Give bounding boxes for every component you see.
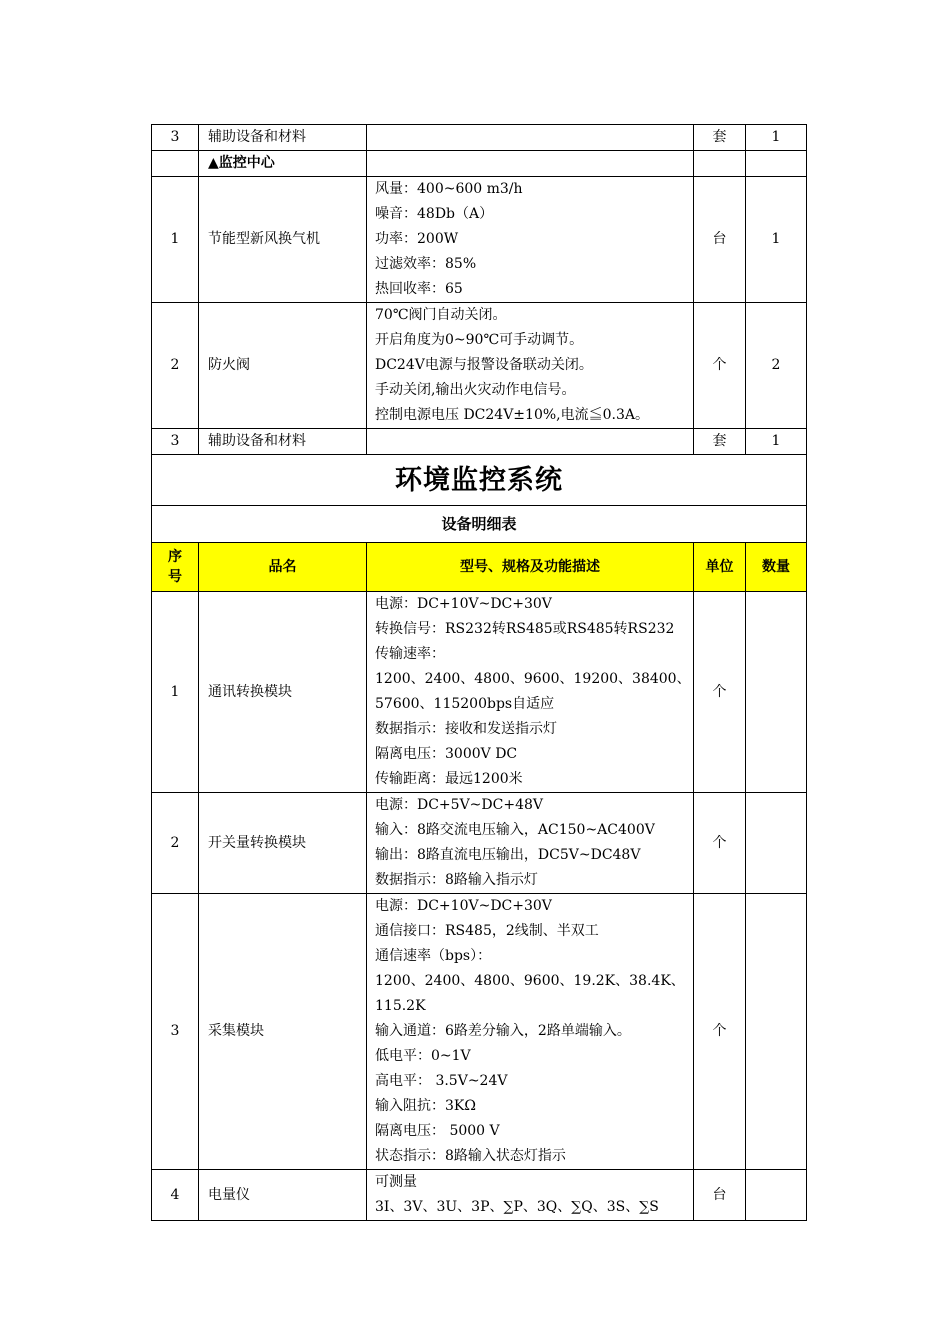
table-title-row xyxy=(152,506,807,543)
item-quantity xyxy=(746,894,807,1170)
description-line: DC24V电源与报警设备联动关闭。 xyxy=(375,357,593,373)
row-number: 3 xyxy=(152,125,199,151)
item-description xyxy=(367,793,694,894)
description-line: 转换信号：RS232转RS485或RS485转RS232 xyxy=(375,621,675,637)
description-line: 输入阻抗：3KΩ xyxy=(375,1098,476,1114)
item-description xyxy=(367,429,694,455)
description-line: 功率：200W xyxy=(375,231,459,247)
header-row xyxy=(152,543,807,592)
description-line: 数据指示：8路输入指示灯 xyxy=(375,872,538,888)
description-line: 3I、3V、3U、3P、∑P、3Q、∑Q、3S、∑S xyxy=(375,1199,659,1215)
description-line: 115.2K xyxy=(375,998,426,1014)
description-line: 输入通道：6路差分输入，2路单端输入。 xyxy=(375,1023,631,1039)
item-quantity xyxy=(746,793,807,894)
equipment-table-body xyxy=(152,125,807,1221)
triangle-marker-icon: ▲ xyxy=(208,155,219,171)
description-line: 70℃阀门自动关闭。 xyxy=(375,307,507,323)
item-quantity xyxy=(746,1170,807,1221)
item-unit: 套 xyxy=(694,429,746,455)
row-number: 1 xyxy=(152,177,199,303)
description-line: 过滤效率：85% xyxy=(375,256,477,272)
description-line: 电源：DC+10V~DC+30V xyxy=(375,898,552,914)
header-quantity: 数量 xyxy=(746,543,807,592)
section-heading xyxy=(199,151,367,177)
item-name: 采集模块 xyxy=(199,894,367,1170)
description-line: 高电平： 3.5V~24V xyxy=(375,1073,508,1089)
description-line: 热回收率：65 xyxy=(375,281,463,297)
description-line: 控制电源电压 DC24V±10%,电流≦0.3A。 xyxy=(375,407,649,423)
row-number: 2 xyxy=(152,303,199,429)
item-description xyxy=(367,303,694,429)
item-name: 辅助设备和材料 xyxy=(199,125,367,151)
item-name: 节能型新风换气机 xyxy=(199,177,367,303)
equipment-document xyxy=(151,124,806,1221)
table-row xyxy=(152,1170,807,1221)
description-line: 传输距离：最远1200米 xyxy=(375,771,523,787)
item-unit: 个 xyxy=(694,894,746,1170)
description-line: 通信接口：RS485，2线制、半双工 xyxy=(375,923,599,939)
item-description xyxy=(367,125,694,151)
row-number: 3 xyxy=(152,894,199,1170)
item-unit: 台 xyxy=(694,177,746,303)
description-line: 低电平：0~1V xyxy=(375,1048,471,1064)
item-unit: 个 xyxy=(694,592,746,793)
item-quantity: 1 xyxy=(746,125,807,151)
system-title: 环境监控系统 xyxy=(152,455,807,506)
section-row xyxy=(152,151,807,177)
table-row xyxy=(152,303,807,429)
row-number: 1 xyxy=(152,592,199,793)
header-unit: 单位 xyxy=(694,543,746,592)
item-name: 开关量转换模块 xyxy=(199,793,367,894)
item-description xyxy=(367,177,694,303)
description-line: 隔离电压： 5000 V xyxy=(375,1123,500,1139)
item-name: 电量仪 xyxy=(199,1170,367,1221)
header-name: 品名 xyxy=(199,543,367,592)
row-number: 3 xyxy=(152,429,199,455)
item-description xyxy=(367,894,694,1170)
item-description xyxy=(367,1170,694,1221)
description-line: 电源：DC+10V~DC+30V xyxy=(375,596,552,612)
item-quantity: 1 xyxy=(746,177,807,303)
description-line: 输出：8路直流电压输出，DC5V~DC48V xyxy=(375,847,641,863)
description-line: 电源：DC+5V~DC+48V xyxy=(375,797,544,813)
item-unit: 个 xyxy=(694,303,746,429)
item-quantity: 2 xyxy=(746,303,807,429)
description-line: 状态指示：8路输入状态灯指示 xyxy=(375,1148,566,1164)
table-title: 设备明细表 xyxy=(152,506,807,543)
item-unit: 套 xyxy=(694,125,746,151)
description-line: 通信速率（bps）： xyxy=(375,948,492,964)
description-line: 传输速率： xyxy=(375,646,445,662)
description-line: 1200、2400、4800、9600、19.2K、38.4K、 xyxy=(375,973,685,989)
description-line: 可测量 xyxy=(375,1174,417,1190)
section-title: 监控中心 xyxy=(218,155,275,171)
description-line: 手动关闭,输出火灾动作电信号。 xyxy=(375,382,576,398)
equipment-table xyxy=(151,124,807,1221)
row-number: 2 xyxy=(152,793,199,894)
header-description: 型号、规格及功能描述 xyxy=(367,543,694,592)
table-row xyxy=(152,177,807,303)
table-row xyxy=(152,429,807,455)
item-unit: 台 xyxy=(694,1170,746,1221)
table-row xyxy=(152,793,807,894)
description-line: 噪音：48Db（A） xyxy=(375,206,494,222)
row-number: 4 xyxy=(152,1170,199,1221)
table-row xyxy=(152,894,807,1170)
description-line: 数据指示：接收和发送指示灯 xyxy=(375,721,557,737)
system-title-row xyxy=(152,455,807,506)
item-unit: 个 xyxy=(694,793,746,894)
item-quantity: 1 xyxy=(746,429,807,455)
table-row xyxy=(152,125,807,151)
description-line: 输入：8路交流电压输入，AC150~AC400V xyxy=(375,822,655,838)
header-number xyxy=(152,543,199,592)
description-line: 风量：400~600 m3/h xyxy=(375,181,523,197)
description-line: 开启角度为0~90℃可手动调节。 xyxy=(375,332,584,348)
header-number-text: 序号 xyxy=(168,549,182,585)
item-name: 通讯转换模块 xyxy=(199,592,367,793)
item-name: 辅助设备和材料 xyxy=(199,429,367,455)
item-name: 防火阀 xyxy=(199,303,367,429)
description-line: 1200、2400、4800、9600、19200、38400、 xyxy=(375,671,691,687)
description-line: 隔离电压：3000V DC xyxy=(375,746,518,762)
item-quantity xyxy=(746,592,807,793)
table-row xyxy=(152,592,807,793)
description-line: 57600、115200bps自适应 xyxy=(375,696,555,712)
item-description xyxy=(367,592,694,793)
